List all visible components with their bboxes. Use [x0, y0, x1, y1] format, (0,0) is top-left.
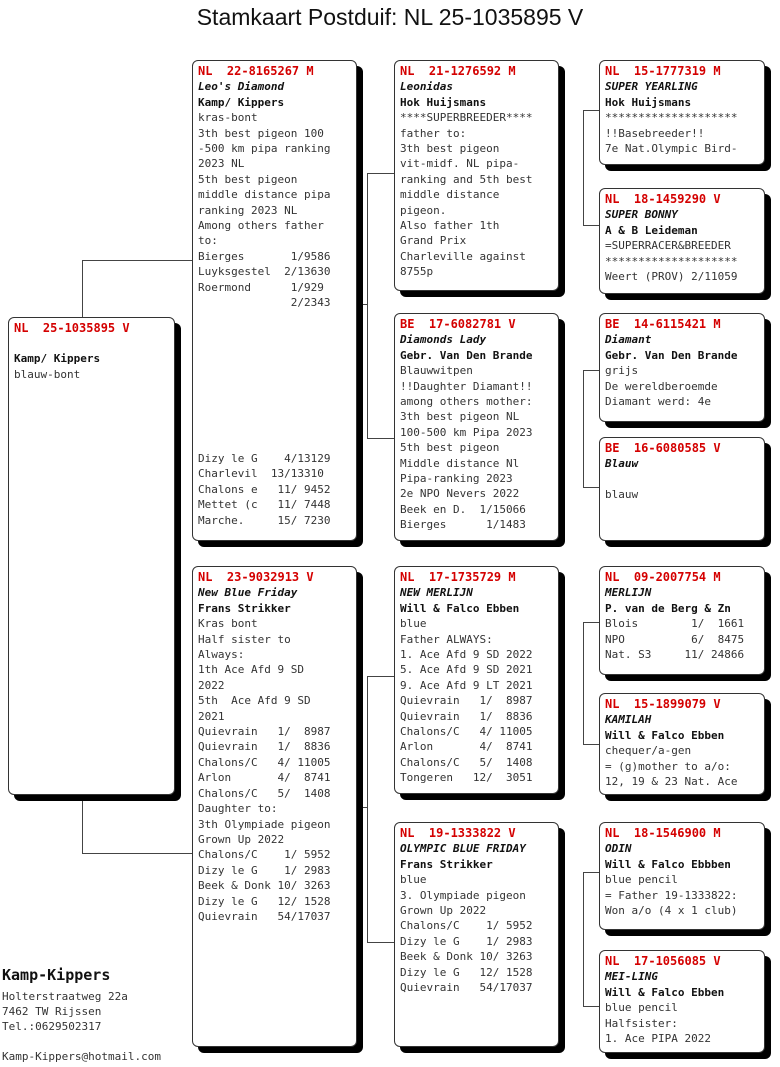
pigeon-name: MERLIJN [605, 586, 652, 600]
pigeon-name: KAMILAH [605, 713, 652, 727]
pedigree-card-dam[interactable] [192, 566, 357, 1047]
connector-line [82, 853, 192, 854]
pedigree-card-dam-dam[interactable] [394, 822, 559, 1047]
info-line: Quievrain 1/ 8836 [400, 709, 533, 723]
info-line: Diamant werd: 4e [605, 395, 711, 409]
info-line: blue [400, 617, 427, 631]
info-line: 2e NPO Nevers 2022 [400, 487, 520, 501]
info-line: chequer/a-gen [605, 744, 692, 758]
ring-number: NL 15-1899079 V [605, 697, 721, 711]
info-line: 3th Olympiade pigeon [198, 817, 331, 831]
info-line: = (g)mother to a/o: [605, 759, 731, 773]
pedigree-card-sss[interactable] [599, 60, 765, 165]
ring-number: BE 14-6115421 M [605, 317, 721, 331]
info-line: 1th Ace Afd 9 SD [198, 663, 304, 677]
pigeon-name: ODIN [605, 842, 632, 856]
info-line: Quievrain 54/17037 [198, 909, 331, 923]
result-line: Marche. 15/ 7230 [198, 513, 331, 527]
ring-number: BE 17-6082781 V [400, 317, 516, 331]
info-line: 3th best pigeon NL [400, 410, 520, 424]
ring-number: NL 23-9032913 V [198, 570, 314, 584]
connector-line [583, 370, 599, 371]
ring-number: NL 18-1546900 M [605, 826, 721, 840]
info-line: Nat. S3 11/ 24866 [605, 648, 745, 662]
info-line: to: [198, 234, 218, 248]
info-line: Chalons/C 1/ 5952 [198, 848, 331, 862]
ring-number: BE 16-6080585 V [605, 441, 721, 455]
pigeon-name: Diamant [605, 333, 652, 347]
pedigree-card-dsd[interactable] [599, 693, 765, 795]
spacer [14, 336, 169, 351]
pedigree-card-dss[interactable] [599, 566, 765, 675]
pedigree-card-sire-sire[interactable] [394, 60, 559, 291]
info-line: Beek & Donk 10/ 3263 [400, 950, 533, 964]
connector-line [367, 676, 394, 677]
connector-line [583, 872, 584, 1006]
pigeon-name: Leo's Diamond [198, 80, 285, 94]
ring-number: NL 21-1276592 M [400, 64, 516, 78]
info-line: Blois 1/ 1661 [605, 617, 745, 631]
info-line: Chalons/C 4/ 11005 [198, 755, 331, 769]
info-line: Middle distance Nl [400, 456, 520, 470]
connector-line [583, 110, 599, 111]
pedigree-card-sire-dam[interactable] [394, 313, 559, 541]
info-line: Chalons/C 5/ 1408 [198, 786, 331, 800]
pedigree-card-sds[interactable] [599, 313, 765, 422]
connector-line [583, 1006, 599, 1007]
page-title: Stamkaart Postduif: NL 25-1035895 V [196, 4, 584, 30]
info-line: 1. Ace PIPA 2022 [605, 1032, 711, 1046]
connector-line [82, 260, 83, 317]
connector-line [583, 622, 599, 623]
ring-number: NL 17-1056085 V [605, 954, 721, 968]
owner-name: Will & Falco Ebben [400, 601, 520, 615]
info-line: Among others father [198, 219, 324, 233]
info-line: Beek en D. 1/15066 [400, 502, 526, 516]
connector-line [367, 173, 394, 174]
info-line: Chalons/C 1/ 5952 [400, 919, 533, 933]
info-line: 5. Ace Afd 9 SD 2021 [400, 663, 533, 677]
info-line: Quievrain 1/ 8987 [198, 725, 331, 739]
pigeon-name: Blauw [605, 457, 639, 471]
breeder-phone: Tel.:0629502317 [2, 1020, 102, 1033]
owner-name: Gebr. Van Den Brande [605, 348, 738, 362]
info-line: !!Basebreeder!! [605, 126, 705, 140]
owner-name: A & B Leideman [605, 223, 698, 237]
info-line: Bierges 1/9586 [198, 249, 331, 263]
pigeon-name: OLYMPIC BLUE FRIDAY [400, 842, 526, 856]
connector-line [583, 370, 584, 487]
info-line: 1. Ace Afd 9 SD 2022 [400, 648, 533, 662]
info-line: Charleville against [400, 249, 526, 263]
result-line: Charlevil 13/13310 [198, 467, 324, 481]
info-line: -500 km pipa ranking [198, 142, 331, 156]
info-line: 8755p [400, 265, 434, 279]
pigeon-name: SUPER BONNY [605, 208, 678, 222]
info-line: father to: [400, 126, 467, 140]
connector-line [583, 744, 599, 745]
info-line: Dizy le G 12/ 1528 [198, 894, 331, 908]
info-line: 100-500 km Pipa 2023 [400, 425, 533, 439]
breeder-email-link[interactable]: Kamp-Kippers@hotmail.com [2, 1050, 161, 1063]
connector-line [583, 225, 599, 226]
owner-name: Kamp/ Kippers [198, 95, 285, 109]
info-line: blauw [605, 487, 639, 501]
info-line: blue pencil [605, 873, 678, 887]
pigeon-name: SUPER YEARLING [605, 80, 698, 94]
info-line: Daughter to: [198, 802, 278, 816]
info-line: NPO 6/ 8475 [605, 632, 745, 646]
info-line: ******************** [605, 111, 738, 125]
info-line: blue [400, 873, 427, 887]
pedigree-card-dam-sire[interactable] [394, 566, 559, 794]
info-line: blauw-bont [14, 367, 81, 381]
result-line: Dizy le G 4/13129 [198, 451, 331, 465]
info-line: 3th best pigeon 100 [198, 126, 324, 140]
pigeon-name: Diamonds Lady [400, 333, 487, 347]
info-line: Blauwwitpen [400, 364, 473, 378]
info-line: Dizy le G 12/ 1528 [400, 965, 533, 979]
info-line: 2022 [198, 678, 225, 692]
connector-line [82, 795, 83, 853]
owner-name: Hok Huijsmans [605, 95, 692, 109]
info-line: 7e Nat.Olympic Bird- [605, 142, 738, 156]
info-line: Quievrain 54/17037 [400, 981, 533, 995]
info-line: Grand Prix [400, 234, 467, 248]
info-line: 9. Ace Afd 9 LT 2021 [400, 678, 533, 692]
info-line: Arlon 4/ 8741 [400, 740, 533, 754]
owner-name: Gebr. Van Den Brande [400, 348, 533, 362]
info-line: 5th best pigeon [198, 172, 298, 186]
info-line: Beek & Donk 10/ 3263 [198, 879, 331, 893]
info-line: De wereldberoemde [605, 379, 718, 393]
info-line: 3. Olympiade pigeon [400, 888, 526, 902]
connector-line [367, 676, 368, 942]
info-line: Luyksgestel 2/13630 [198, 265, 331, 279]
result-line: Mettet (c 11/ 7448 [198, 498, 331, 512]
info-line: Quievrain 1/ 8987 [400, 694, 533, 708]
info-line: ****SUPERBREEDER**** [400, 111, 533, 125]
pedigree-card-sire[interactable] [192, 60, 357, 541]
info-line: Pipa-ranking 2023 [400, 472, 513, 486]
ring-number: NL 17-1735729 M [400, 570, 516, 584]
info-line: pigeon. [400, 203, 447, 217]
spacer [605, 472, 759, 487]
info-line: Won a/o (4 x 1 club) [605, 904, 738, 918]
info-line: Roermond 1/929 [198, 280, 324, 294]
ring-number: NL 25-1035895 V [14, 321, 130, 335]
info-line: Always: [198, 648, 245, 662]
connector-line [583, 110, 584, 225]
connector-line [367, 173, 368, 438]
info-line: middle distance pipa [198, 188, 331, 202]
info-line: Quievrain 1/ 8836 [198, 740, 331, 754]
owner-name: Will & Falco Ebben [605, 985, 725, 999]
info-line: Also father 1th [400, 219, 500, 233]
connector-line [357, 304, 367, 305]
info-line: Chalons/C 5/ 1408 [400, 755, 533, 769]
info-line: ranking 2023 NL [198, 203, 298, 217]
breeder-address-city: 7462 TW Rijssen [2, 1005, 102, 1018]
info-line: Bierges 1/1483 [400, 518, 526, 532]
info-line: !!Daughter Diamant!! [400, 379, 533, 393]
ring-number: NL 18-1459290 V [605, 192, 721, 206]
pedigree-card-ssd[interactable] [599, 188, 765, 294]
info-line: Kras bont [198, 617, 258, 631]
info-line: middle distance [400, 188, 500, 202]
info-line: =SUPERRACER&BREEDER [605, 239, 731, 253]
info-line: among others mother: [400, 395, 533, 409]
info-line: grijs [605, 364, 639, 378]
pigeon-name: NEW MERLIJN [400, 586, 473, 600]
info-line: Father ALWAYS: [400, 632, 493, 646]
info-line: 2023 NL [198, 157, 245, 171]
ring-number: NL 15-1777319 M [605, 64, 721, 78]
owner-name: P. van de Berg & Zn [605, 601, 731, 615]
connector-line [357, 807, 367, 808]
info-line: blue pencil [605, 1001, 678, 1015]
info-line: kras-bont [198, 111, 258, 125]
info-line: 5th best pigeon [400, 441, 500, 455]
ring-number: NL 22-8165267 M [198, 64, 314, 78]
ring-number: NL 09-2007754 M [605, 570, 721, 584]
info-line: Weert (PROV) 2/11059 [605, 270, 738, 284]
info-line: Halfsister: [605, 1016, 678, 1030]
info-line: Half sister to [198, 632, 291, 646]
owner-name: Will & Falco Ebbben [605, 857, 731, 871]
info-line: Grown Up 2022 [198, 832, 285, 846]
breeder-address-street: Holterstraatweg 22a [2, 990, 128, 1003]
owner-name: Frans Strikker [400, 857, 493, 871]
info-line: 3th best pigeon [400, 142, 500, 156]
pigeon-name: Leonidas [400, 80, 453, 94]
breeder-name: Kamp-Kippers [2, 966, 111, 984]
connector-line [583, 872, 599, 873]
ring-number: NL 19-1333822 V [400, 826, 516, 840]
owner-name: Kamp/ Kippers [14, 352, 101, 366]
connector-line [367, 942, 394, 943]
owner-name: Will & Falco Ebben [605, 728, 725, 742]
connector-line [583, 487, 599, 488]
info-line: Arlon 4/ 8741 [198, 771, 331, 785]
pigeon-name: MEI-LING [605, 970, 658, 984]
pedigree-card-dds[interactable] [599, 822, 765, 930]
results-block [198, 451, 330, 528]
info-line: 12, 19 & 23 Nat. Ace [605, 775, 738, 789]
info-line: Dizy le G 1/ 2983 [198, 863, 331, 877]
owner-name: Hok Huijsmans [400, 95, 487, 109]
info-line: 2021 [198, 709, 225, 723]
connector-line [583, 622, 584, 744]
pigeon-name: New Blue Friday [198, 586, 298, 600]
pedigree-card-sdd[interactable] [599, 437, 765, 541]
info-line: ******************** [605, 254, 738, 268]
info-line: Grown Up 2022 [400, 904, 487, 918]
result-line: Chalons e 11/ 9452 [198, 482, 331, 496]
info-line: = Father 19-1333822: [605, 888, 738, 902]
connector-line [82, 260, 192, 261]
owner-name: Frans Strikker [198, 601, 291, 615]
info-line: 5th Ace Afd 9 SD [198, 694, 311, 708]
info-line: Dizy le G 1/ 2983 [400, 934, 533, 948]
info-line: Tongeren 12/ 3051 [400, 771, 533, 785]
pedigree-card-subject[interactable] [8, 317, 175, 795]
pedigree-card-ddd[interactable] [599, 950, 765, 1053]
info-line: 2/2343 [198, 296, 331, 310]
connector-line [367, 438, 394, 439]
info-line: Chalons/C 4/ 11005 [400, 725, 533, 739]
info-line: ranking and 5th best [400, 172, 533, 186]
info-line: vit-midf. NL pipa- [400, 157, 520, 171]
